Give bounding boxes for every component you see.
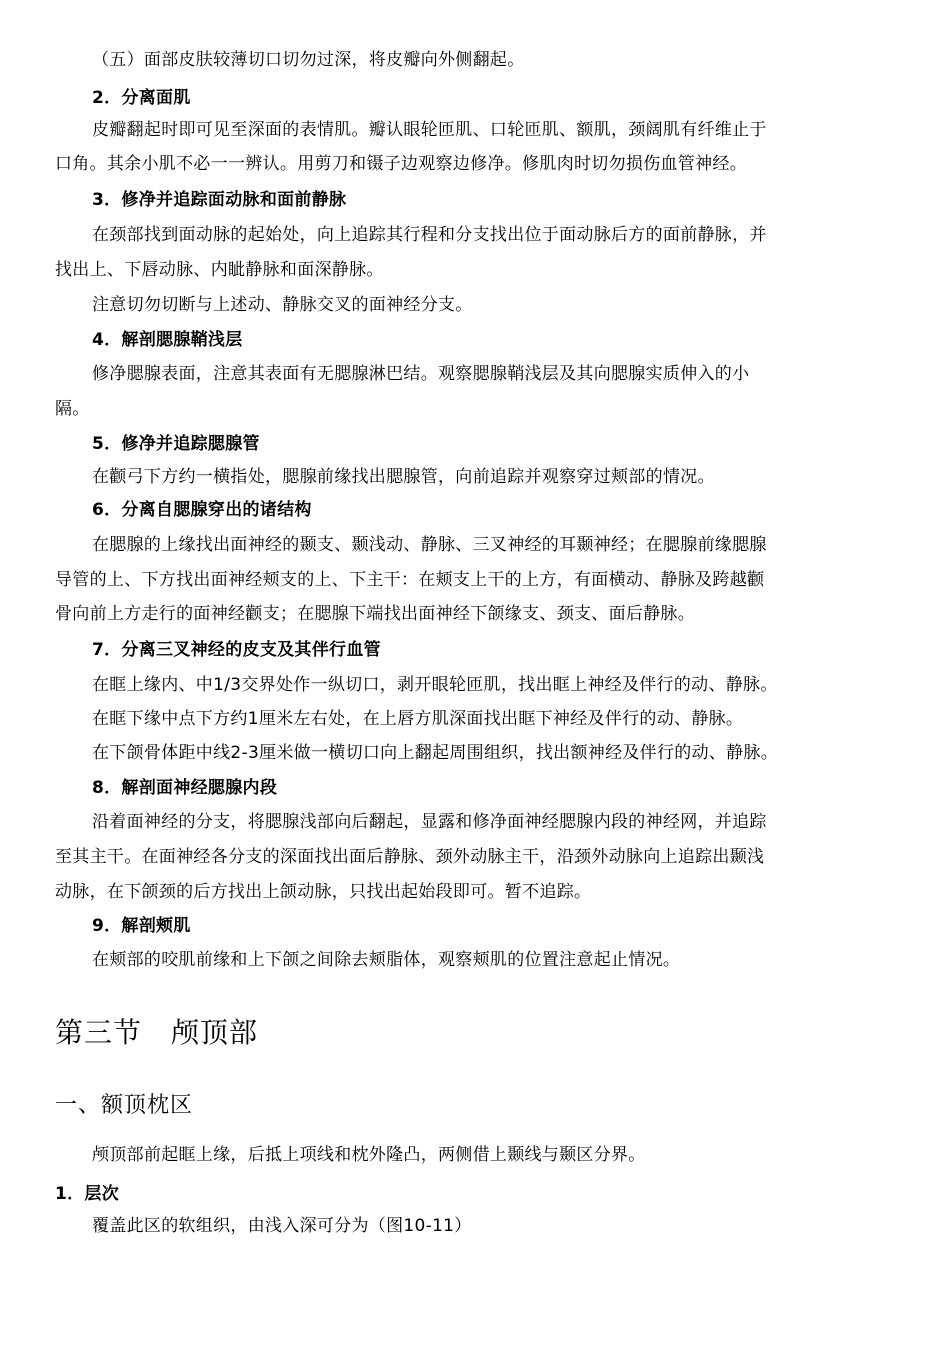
paragraph-line: 至其主干。在面神经各分支的深面找出面后静脉、颈外动脉主干，沿颈外动脉向上追踪出颞浅: [55, 847, 765, 867]
subsection-title: 一、额顶枕区: [55, 1093, 194, 1118]
step-heading: 7．分离三叉神经的皮支及其伴行血管: [92, 640, 381, 660]
paragraph-line: 在下颌骨体距中线2-3厘米做一横切口向上翻起周围组织，找出额神经及伴行的动、静脉。: [92, 743, 779, 763]
paragraph-line: 口角。其余小肌不必一一辨认。用剪刀和镊子边观察边修净。修肌肉时切勿损伤血管神经。: [55, 154, 747, 174]
paragraph-line: 在眶下缘中点下方约1厘米左右处，在上唇方肌深面找出眶下神经及伴行的动、静脉。: [92, 709, 744, 729]
paragraph-line: 在颈部找到面动脉的起始处，向上追踪其行程和分支找出位于面动脉后方的面前静脉，并: [92, 225, 767, 245]
paragraph-line: 沿着面神经的分支，将腮腺浅部向后翻起，显露和修净面神经腮腺内段的神经网，并追踪: [92, 812, 767, 832]
paragraph-line: 皮瓣翻起时即可见至深面的表情肌。瓣认眼轮匝肌、口轮匝肌、额肌，颈阔肌有纤维止于: [92, 120, 767, 140]
section-title: 第三节 颅顶部: [55, 1016, 259, 1049]
paragraph-line: 隔。: [55, 399, 90, 419]
paragraph-line: （五）面部皮肤较薄切口切勿过深，将皮瓣向外侧翻起。: [92, 50, 525, 70]
paragraph-line: 在颧弓下方约一横指处，腮腺前缘找出腮腺管，向前追踪并观察穿过颊部的情况。: [92, 467, 715, 487]
paragraph-line: 导管的上、下方找出面神经颊支的上、下主干：在颊支上干的上方，有面横动、静脉及跨越颧: [55, 570, 765, 590]
paragraph-line: 骨向前上方走行的面神经颧支；在腮腺下端找出面神经下颌缘支、颈支、面后静脉。: [55, 604, 696, 624]
paragraph-line: 在腮腺的上缘找出面神经的颞支、颞浅动、静脉、三叉神经的耳颞神经；在腮腺前缘腮腺: [92, 535, 767, 555]
paragraph-line: 修净腮腺表面，注意其表面有无腮腺淋巴结。观察腮腺鞘浅层及其向腮腺实质伸入的小: [92, 364, 750, 384]
step-heading: 5．修净并追踪腮腺管: [92, 434, 260, 454]
step-heading: 8．解剖面神经腮腺内段: [92, 778, 278, 798]
step-heading: 2．分离面肌: [92, 88, 191, 108]
paragraph-line: 在颊部的咬肌前缘和上下颌之间除去颊脂体，观察颊肌的位置注意起止情况。: [92, 950, 681, 970]
step-heading: 3．修净并追踪面动脉和面前静脉: [92, 190, 347, 210]
step-heading: 6．分离自腮腺穿出的诸结构: [92, 500, 312, 520]
paragraph-line: 覆盖此区的软组织，由浅入深可分为（图10-11）: [92, 1216, 472, 1236]
step-heading: 9．解剖颊肌: [92, 916, 191, 936]
paragraph-line: 注意切勿切断与上述动、静脉交叉的面神经分支。: [92, 295, 473, 315]
paragraph-line: 颅顶部前起眶上缘，后抵上项线和枕外隆凸，两侧借上颞线与颞区分界。: [92, 1145, 646, 1165]
step-heading: 4．解剖腮腺鞘浅层: [92, 330, 243, 350]
paragraph-line: 找出上、下唇动脉、内眦静脉和面深静脉。: [55, 260, 384, 280]
paragraph-line: 动脉，在下颌颈的后方找出上颌动脉，只找出起始段即可。暂不追踪。: [55, 882, 592, 902]
step-heading: 1．层次: [55, 1184, 120, 1204]
paragraph-line: 在眶上缘内、中1/3交界处作一纵切口，剥开眼轮匝肌，找出眶上神经及伴行的动、静脉。: [92, 675, 778, 695]
